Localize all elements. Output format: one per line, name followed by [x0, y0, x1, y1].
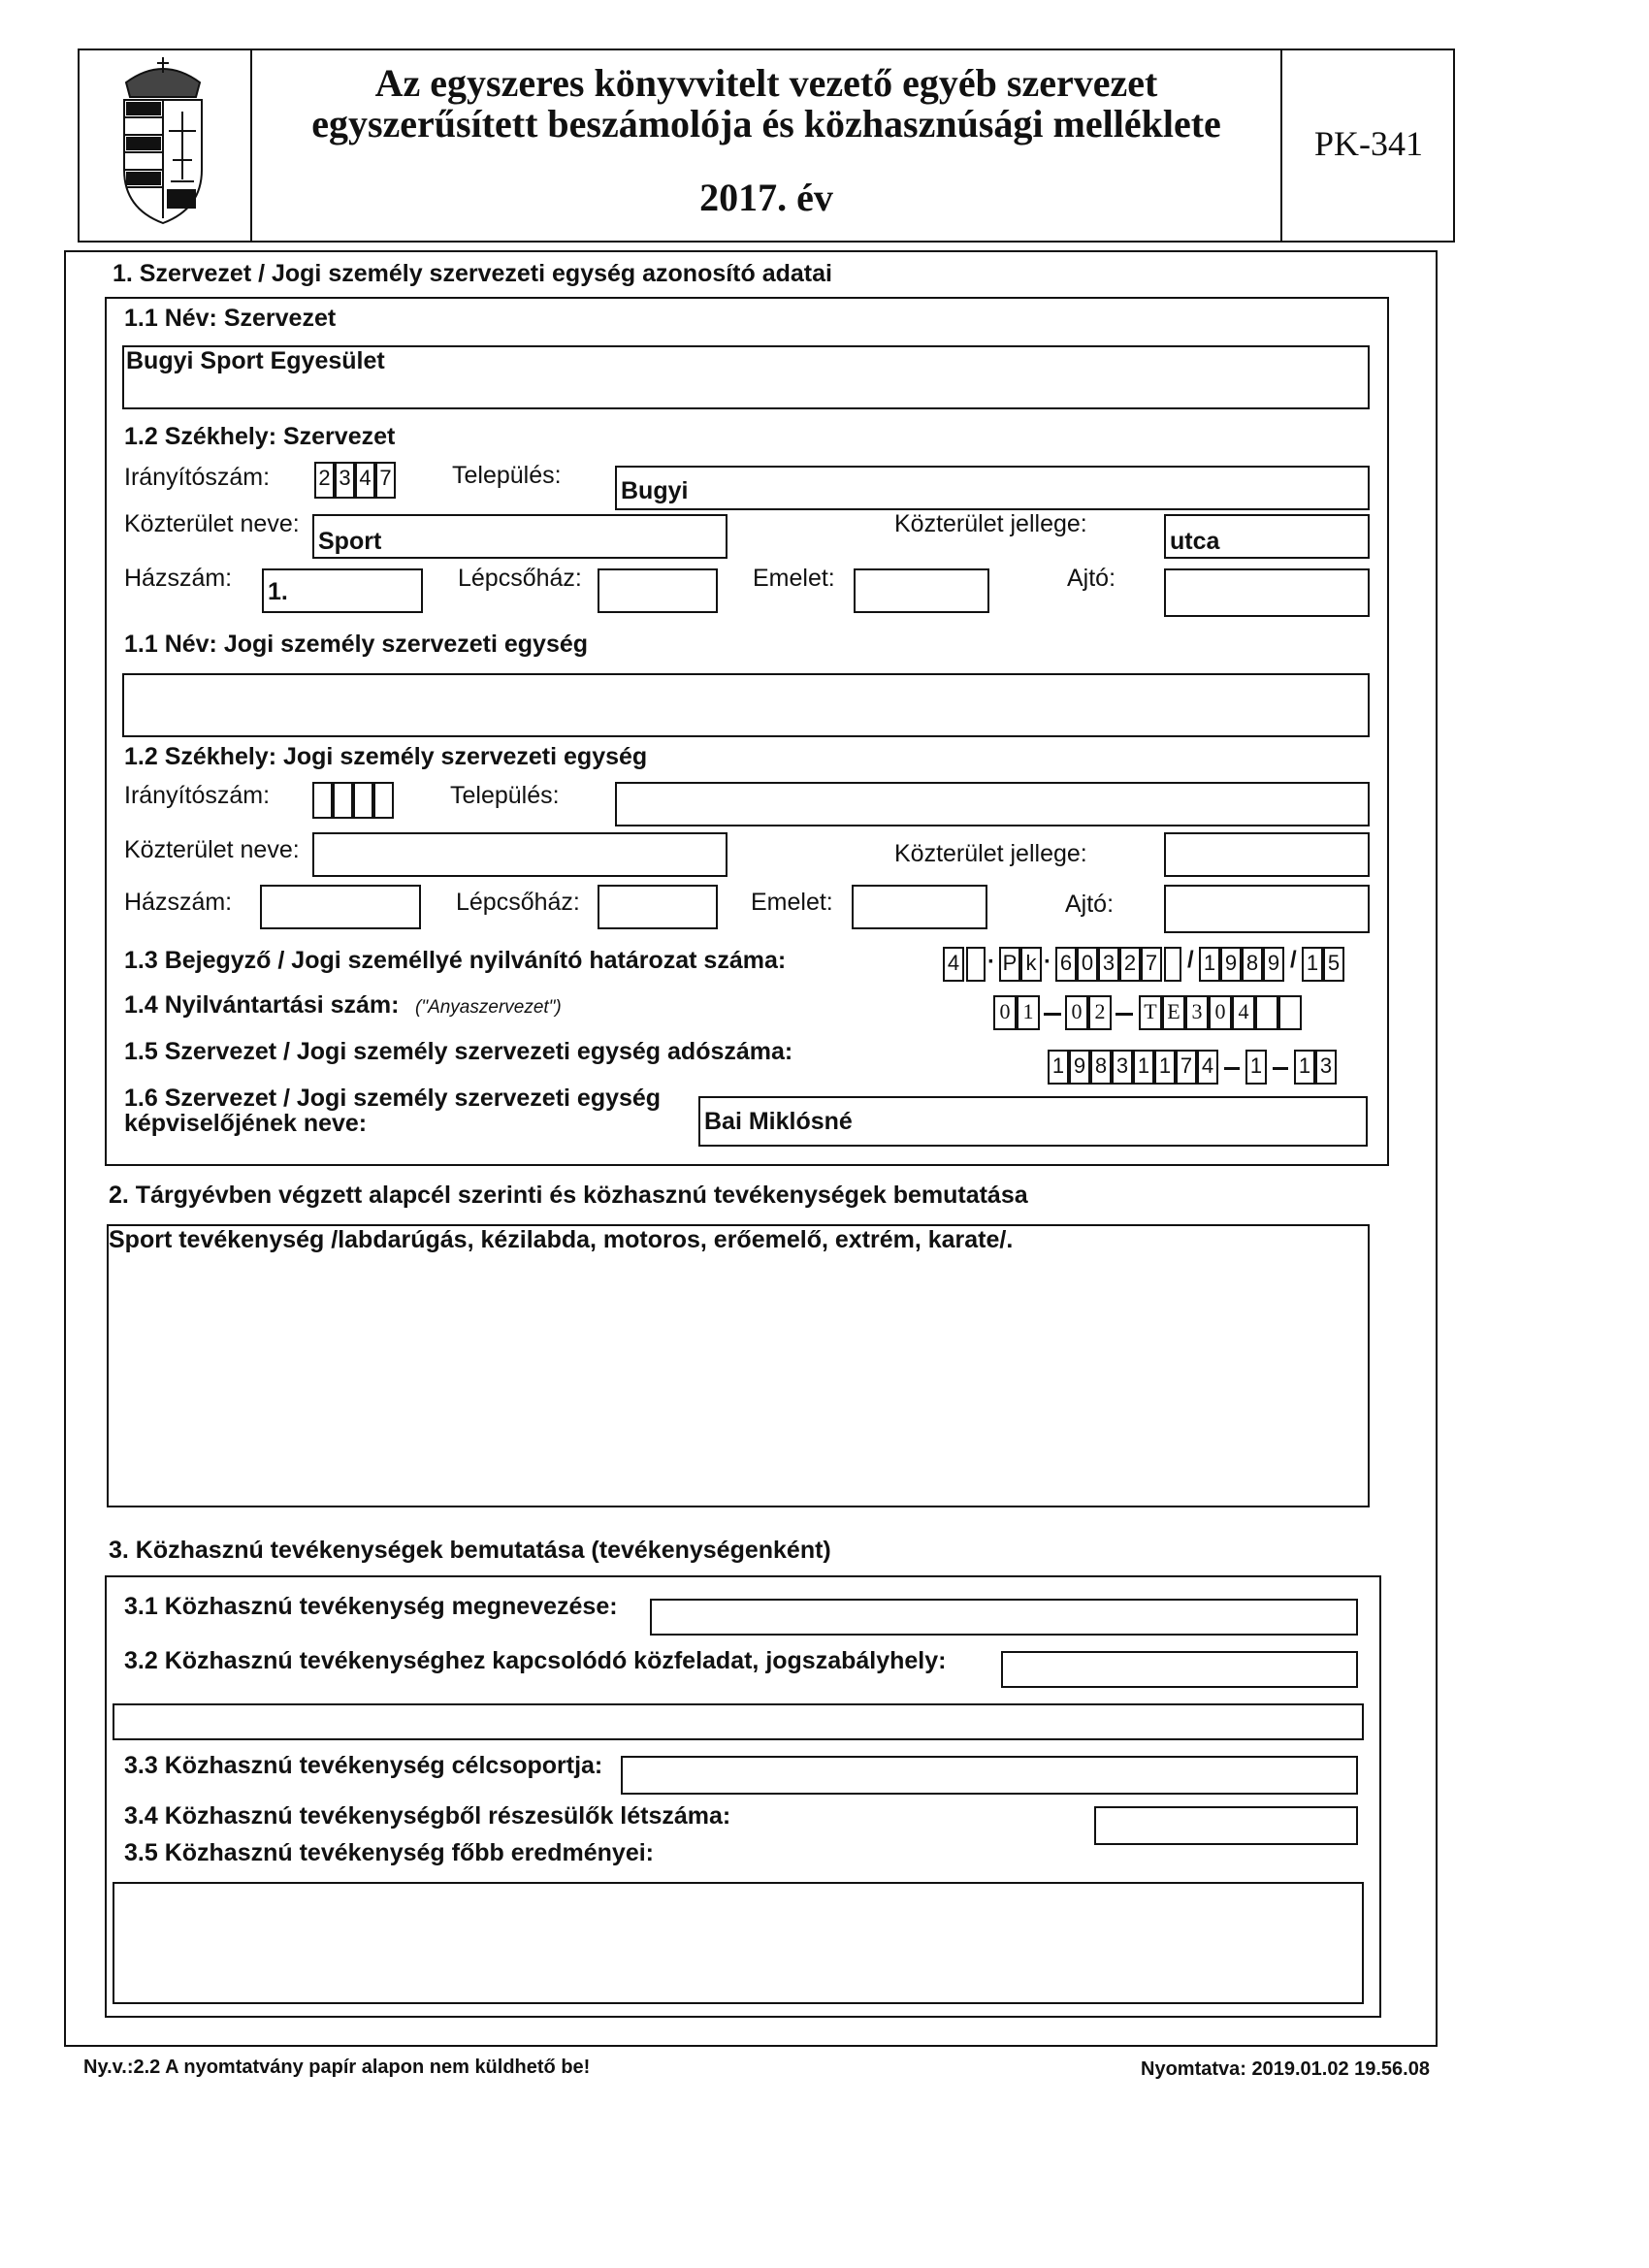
unit-door-label: Ajtó: — [1065, 891, 1115, 918]
registration-cell[interactable]: 4 — [943, 947, 964, 982]
unit-seat-label: 1.2 Székhely: Jogi személy szervezeti egység — [124, 743, 648, 770]
records-dash — [1116, 1013, 1133, 1016]
results-label: 3.5 Közhasznú tevékenység főbb eredményei: — [124, 1839, 655, 1866]
house-label: Házszám: — [124, 565, 233, 592]
unit-name-label: 1.1 Név: Jogi személy szervezeti egység — [124, 631, 589, 658]
registration-cell[interactable]: 2 — [1119, 947, 1141, 982]
registration-cell[interactable]: 7 — [1141, 947, 1162, 982]
registration-cell[interactable]: 1 — [1302, 947, 1323, 982]
activity-name-field[interactable] — [650, 1599, 1358, 1636]
taxnum-cell[interactable]: 8 — [1090, 1050, 1112, 1085]
postcode-digit[interactable]: 3 — [335, 462, 355, 499]
target-group-field[interactable] — [621, 1756, 1358, 1795]
records-dash — [1044, 1013, 1061, 1016]
records-cell[interactable]: 0 — [993, 995, 1017, 1030]
results-textarea[interactable] — [113, 1882, 1364, 2004]
door-field[interactable] — [1164, 568, 1370, 617]
taxnum-dash — [1273, 1067, 1288, 1070]
unit-street-label: Közterület neve: — [124, 836, 300, 863]
postcode-digit[interactable]: 4 — [355, 462, 375, 499]
records-label: 1.4 Nyilvántartási szám: — [124, 991, 400, 1019]
org-seat-label: 1.2 Székhely: Szervezet — [124, 423, 396, 450]
records-cell[interactable]: T — [1139, 995, 1162, 1030]
unit-street-field[interactable] — [312, 832, 728, 877]
taxnum-cell[interactable]: 1 — [1294, 1050, 1315, 1085]
taxnum-cell[interactable]: 1 — [1133, 1050, 1154, 1085]
public-task-field-extra[interactable] — [113, 1703, 1364, 1740]
door-label: Ajtó: — [1067, 565, 1116, 592]
records-cell[interactable]: E — [1162, 995, 1185, 1030]
rep-label-line1: 1.6 Szervezet / Jogi személy szervezeti egység — [124, 1085, 662, 1112]
unit-postcode-digit[interactable] — [312, 782, 333, 819]
registration-separator: · — [1044, 949, 1051, 975]
registration-separator: / — [1187, 947, 1194, 973]
floor-label: Emelet: — [753, 565, 835, 592]
unit-street-type-label: Közterület jellege: — [894, 840, 1087, 867]
registration-cell[interactable]: 3 — [1098, 947, 1119, 982]
street-type-label: Közterület jellege: — [894, 510, 1087, 537]
taxnum-cell[interactable]: 1 — [1048, 1050, 1069, 1085]
city-label: Település: — [452, 462, 562, 489]
postcode-digit[interactable]: 7 — [375, 462, 396, 499]
records-note: ("Anyaszervezet") — [415, 997, 562, 1018]
unit-floor-label: Emelet: — [751, 889, 833, 916]
taxnum-cell[interactable]: 3 — [1315, 1050, 1337, 1085]
form-code: PK-341 — [1313, 124, 1423, 163]
unit-postcode-digit[interactable] — [353, 782, 373, 819]
registration-cell[interactable] — [966, 947, 986, 982]
taxnum-cell[interactable]: 9 — [1069, 1050, 1090, 1085]
registration-cell[interactable]: 1 — [1199, 947, 1220, 982]
public-task-field[interactable] — [1001, 1651, 1358, 1688]
section2-text: Sport tevékenység /labdarúgás, kézilabda, motoros, erőemelő, extrém, karate/. — [109, 1226, 1014, 1253]
taxnum-cell[interactable]: 3 — [1112, 1050, 1133, 1085]
registration-cell[interactable] — [1164, 947, 1181, 982]
registration-cell[interactable]: 6 — [1055, 947, 1077, 982]
records-cell[interactable]: 0 — [1065, 995, 1088, 1030]
street-type-value: utca — [1170, 528, 1220, 555]
registration-cell[interactable]: 8 — [1242, 947, 1263, 982]
taxnum-label: 1.5 Szervezet / Jogi személy szervezeti egység adószáma: — [124, 1038, 793, 1065]
records-cell[interactable] — [1255, 995, 1278, 1030]
stair-field[interactable] — [598, 568, 718, 613]
registration-cell[interactable]: k — [1020, 947, 1042, 982]
house-value: 1. — [268, 578, 288, 605]
unit-stair-field[interactable] — [598, 885, 718, 929]
unit-postcode-label: Irányítószám: — [124, 782, 271, 809]
activity-name-label: 3.1 Közhasznú tevékenység megnevezése: — [124, 1593, 618, 1620]
public-task-label: 3.2 Közhasznú tevékenységhez kapcsolódó közfeladat, jogszabályhely: — [124, 1647, 947, 1674]
unit-house-field[interactable] — [260, 885, 421, 929]
registration-separator: · — [987, 949, 995, 975]
registration-cell[interactable]: 5 — [1323, 947, 1344, 982]
records-cell[interactable] — [1278, 995, 1302, 1030]
postcode-digit[interactable]: 2 — [314, 462, 335, 499]
unit-street-type-field[interactable] — [1164, 832, 1370, 877]
form-title-line2: egyszerűsített beszámolója és közhasznúsági melléklete — [311, 102, 1221, 146]
target-group-label: 3.3 Közhasznú tevékenység célcsoportja: — [124, 1752, 603, 1779]
org-name-label: 1.1 Név: Szervezet — [124, 305, 337, 332]
floor-field[interactable] — [854, 568, 989, 613]
registration-separator: / — [1290, 947, 1297, 973]
records-cell[interactable]: 3 — [1185, 995, 1209, 1030]
records-cell[interactable]: 4 — [1232, 995, 1255, 1030]
unit-postcode-digit[interactable] — [373, 782, 394, 819]
taxnum-cell[interactable]: 1 — [1245, 1050, 1267, 1085]
unit-stair-label: Lépcsőház: — [456, 889, 580, 916]
city-value: Bugyi — [621, 477, 689, 504]
records-cell[interactable]: 2 — [1088, 995, 1112, 1030]
section2-textarea[interactable] — [107, 1224, 1370, 1507]
taxnum-cell[interactable]: 1 — [1154, 1050, 1176, 1085]
records-cell[interactable]: 0 — [1209, 995, 1232, 1030]
unit-floor-field[interactable] — [852, 885, 987, 929]
rep-label-line2: képviselőjének neve: — [124, 1110, 368, 1137]
footer-left: Ny.v.:2.2 A nyomtatvány papír alapon nem küldhető be! — [83, 2057, 591, 2078]
beneficiaries-label: 3.4 Közhasznú tevékenységből részesülők létszáma: — [124, 1802, 731, 1830]
registration-cell[interactable]: 9 — [1220, 947, 1242, 982]
taxnum-cell[interactable]: 7 — [1176, 1050, 1197, 1085]
taxnum-dash — [1224, 1067, 1240, 1070]
city-field[interactable] — [615, 466, 1370, 510]
org-name-value: Bugyi Sport Egyesület — [126, 347, 385, 374]
form-year: 2017. év — [699, 176, 833, 219]
hungarian-coat-of-arms-icon — [105, 53, 221, 228]
section3-title: 3. Közhasznú tevékenységek bemutatása (tevékenységenként) — [109, 1537, 831, 1564]
footer-right: Nyomtatva: 2019.01.02 19.56.08 — [1141, 2058, 1430, 2080]
registration-cell[interactable]: P — [999, 947, 1020, 982]
rep-name-value: Bai Miklósné — [704, 1108, 853, 1135]
street-label: Közterület neve: — [124, 510, 300, 537]
registration-cell[interactable]: 0 — [1077, 947, 1098, 982]
unit-door-field[interactable] — [1164, 885, 1370, 933]
section1-title: 1. Szervezet / Jogi személy szervezeti egység azonosító adatai — [113, 260, 832, 287]
beneficiaries-field[interactable] — [1094, 1806, 1358, 1845]
records-cell[interactable]: 1 — [1017, 995, 1040, 1030]
unit-name-field[interactable] — [122, 673, 1370, 737]
street-value: Sport — [318, 528, 382, 555]
postcode-label: Irányítószám: — [124, 464, 271, 491]
unit-postcode-digit[interactable] — [333, 782, 353, 819]
unit-house-label: Házszám: — [124, 889, 233, 916]
section2-title: 2. Tárgyévben végzett alapcél szerinti és közhasznú tevékenységek bemutatása — [109, 1182, 1028, 1209]
registration-label: 1.3 Bejegyző / Jogi személlyé nyilvánító határozat száma: — [124, 947, 787, 974]
unit-city-label: Település: — [450, 782, 560, 809]
taxnum-cell[interactable]: 4 — [1197, 1050, 1218, 1085]
form-title-line1: Az egyszeres könyvvitelt vezető egyéb szervezet — [374, 61, 1158, 105]
registration-cell[interactable]: 9 — [1263, 947, 1284, 982]
unit-city-field[interactable] — [615, 782, 1370, 826]
stair-label: Lépcsőház: — [458, 565, 582, 592]
